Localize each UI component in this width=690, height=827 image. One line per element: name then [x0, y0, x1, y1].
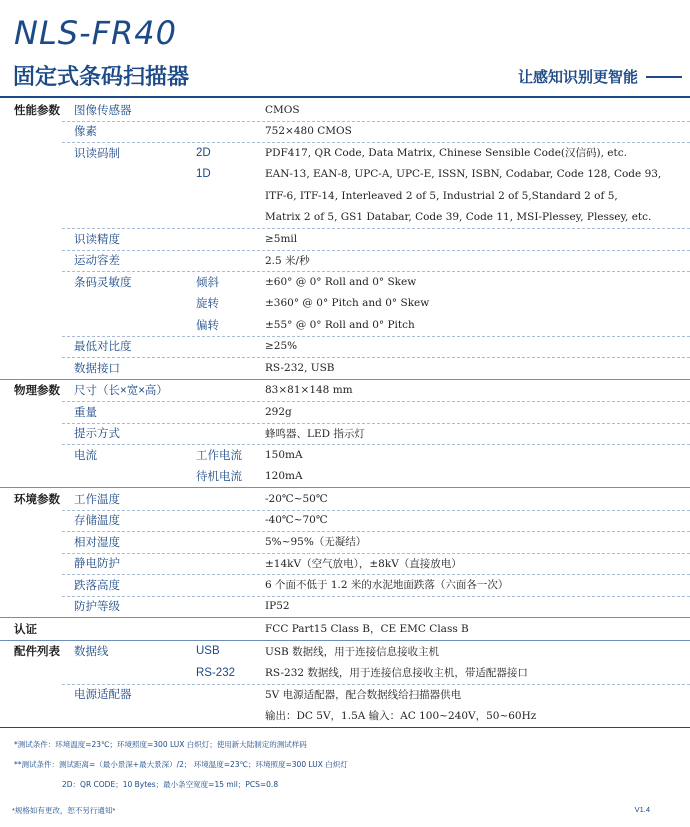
spec-table: [0, 99, 690, 727]
category-label: 环境参数: [14, 493, 60, 506]
spec-row: [0, 379, 690, 402]
footer-disclaimer: *规格如有更改，恕不另行通知*: [12, 806, 116, 815]
value-text: RS-232, USB: [265, 361, 335, 374]
spec-row: [0, 121, 690, 143]
value-text: 150mA: [265, 448, 303, 461]
value-text: 752×480 CMOS: [265, 125, 352, 138]
model-title: NLS-FR40: [14, 14, 177, 52]
spec-row: [0, 553, 690, 575]
row-separator: [62, 423, 690, 445]
sub-item-label: 1D: [196, 168, 211, 181]
table-bottom-divider: [0, 727, 690, 728]
row-separator: [62, 250, 690, 272]
category-label: 性能参数: [14, 104, 60, 117]
sub-item-label: 2D: [196, 146, 211, 159]
item-label: 条码灵敏度: [74, 276, 132, 289]
spec-row: [0, 401, 690, 423]
sub-item-label: 旋转: [196, 298, 219, 311]
row-separator: [62, 401, 690, 423]
value-text: ≥5mil: [265, 232, 298, 245]
value-text: 蜂鸣器、LED 指示灯: [265, 427, 365, 440]
row-separator: [62, 596, 690, 618]
spec-row: [0, 444, 690, 466]
value-text: ±14kV（空气放电），±8kV（直接放电）: [265, 557, 462, 570]
spec-row: [0, 466, 690, 488]
item-label: 跌落高度: [74, 579, 120, 592]
value-text: FCC Part15 Class B，CE EMC Class B: [265, 623, 469, 636]
spec-row: [0, 164, 690, 186]
value-text: IP52: [265, 600, 290, 613]
row-separator: [62, 228, 690, 250]
value-text: ±360° @ 0° Pitch and 0° Skew: [265, 297, 430, 310]
value-text: RS-232 数据线，用于连接信息接收主机，带适配器接口: [265, 667, 528, 680]
spec-row: [0, 314, 690, 336]
test-notes: [14, 739, 348, 799]
sub-item-label: 倾斜: [196, 276, 219, 289]
spec-row: [0, 185, 690, 207]
value-text: 120mA: [265, 470, 303, 483]
sub-item-label: USB: [196, 645, 220, 658]
value-text: 5V 电源适配器，配合数据线给扫描器供电: [265, 688, 462, 701]
item-label: 数据接口: [74, 362, 120, 375]
spec-row: [0, 293, 690, 315]
value-text: CMOS: [265, 103, 300, 116]
item-label: 最低对比度: [74, 341, 132, 354]
row-separator: [62, 510, 690, 532]
footer-version: V1.4: [634, 805, 650, 814]
value-text: ≥25%: [265, 340, 298, 353]
row-separator: [62, 357, 690, 379]
slogan-dash: [646, 76, 682, 78]
value-text: -40℃~70℃: [265, 514, 328, 527]
item-label: 存储温度: [74, 515, 120, 528]
sub-item-label: 偏转: [196, 319, 219, 332]
sub-item-label: 工作电流: [196, 449, 242, 462]
header-divider: [0, 96, 690, 98]
item-label: 相对湿度: [74, 536, 120, 549]
spec-row: [0, 142, 690, 164]
spec-row: [0, 357, 690, 379]
slogan-text: 让感知识别更智能: [517, 68, 638, 86]
item-label: 电源适配器: [74, 689, 132, 702]
row-separator: [62, 531, 690, 553]
slogan: [518, 66, 682, 87]
item-label: 重量: [74, 406, 97, 419]
value-text: ±60° @ 0° Roll and 0° Skew: [265, 275, 417, 288]
item-label: 识读码制: [74, 147, 120, 160]
value-text: USB 数据线，用于连接信息接收主机: [265, 645, 440, 658]
value-text: 6 个面不低于 1.2 米的水泥地面跌落（六面各一次）: [265, 579, 509, 592]
item-label: 像素: [74, 126, 97, 139]
spec-row: [0, 617, 690, 640]
item-label: 运动容差: [74, 255, 120, 268]
item-label: 提示方式: [74, 428, 120, 441]
spec-row: [0, 250, 690, 272]
category-label: 配件列表: [14, 646, 60, 659]
note-2: **测试条件：测试距离=（最小景深+最大景深）/2； 环境温度=23℃；环境照度=300 LUX 白炽灯: [14, 759, 348, 769]
value-text: -20℃~50℃: [265, 492, 328, 505]
value-text: 83×81×148 mm: [265, 384, 353, 397]
sub-item-label: 待机电流: [196, 471, 242, 484]
spec-row: [0, 684, 690, 706]
note-3: 2D：QR CODE；10 Bytes；最小条空宽度=15 mil；PCS=0.8: [62, 779, 279, 789]
row-separator: [62, 444, 690, 466]
spec-row: [0, 423, 690, 445]
spec-row: [0, 99, 690, 121]
spec-row: [0, 510, 690, 532]
item-label: 图像传感器: [74, 104, 132, 117]
value-text: 输出：DC 5V，1.5A 输入：AC 100~240V，50~60Hz: [265, 710, 537, 723]
value-text: 2.5 米/秒: [265, 254, 310, 267]
value-text: ITF-6, ITF-14, Interleaved 2 of 5, Industrial 2 of 5,Standard 2 of 5,: [265, 189, 618, 202]
value-text: 5%~95%（无凝结）: [265, 536, 367, 549]
spec-row: [0, 574, 690, 596]
value-text: ±55° @ 0° Roll and 0° Pitch: [265, 318, 415, 331]
sub-item-label: RS-232: [196, 666, 235, 679]
spec-row: [0, 336, 690, 358]
spec-row: [0, 271, 690, 293]
category-label: 认证: [14, 623, 37, 636]
value-text: EAN-13, EAN-8, UPC-A, UPC-E, ISSN, ISBN, Codabar, Code 128, Code 93,: [265, 168, 662, 181]
item-label: 识读精度: [74, 233, 120, 246]
item-label: 尺寸（长×宽×高）: [74, 385, 168, 398]
item-label: 防护等级: [74, 601, 120, 614]
item-label: 电流: [74, 449, 97, 462]
spec-row: [0, 487, 690, 510]
spec-row: [0, 531, 690, 553]
spec-row: [0, 228, 690, 250]
value-text: PDF417, QR Code, Data Matrix, Chinese Sensible Code(汉信码), etc.: [265, 147, 627, 160]
value-text: 292g: [265, 405, 292, 418]
spec-row: [0, 705, 690, 727]
value-text: Matrix 2 of 5, GS1 Databar, Code 39, Code 11, MSI-Plessey, Plessey, etc.: [265, 211, 652, 224]
spec-row: [0, 662, 690, 684]
note-1: *测试条件：环境温度=23℃；环境照度=300 LUX 白炽灯；使用新大陆制定的测试样码: [14, 739, 307, 749]
product-subtitle: 固定式条码扫描器: [13, 65, 190, 90]
category-label: 物理参数: [14, 385, 60, 398]
spec-row: [0, 596, 690, 618]
item-label: 工作温度: [74, 493, 120, 506]
row-separator: [62, 121, 690, 143]
item-label: 静电防护: [74, 558, 120, 571]
row-separator: [62, 336, 690, 358]
spec-row: [0, 640, 690, 663]
item-label: 数据线: [74, 646, 109, 659]
spec-row: [0, 207, 690, 229]
